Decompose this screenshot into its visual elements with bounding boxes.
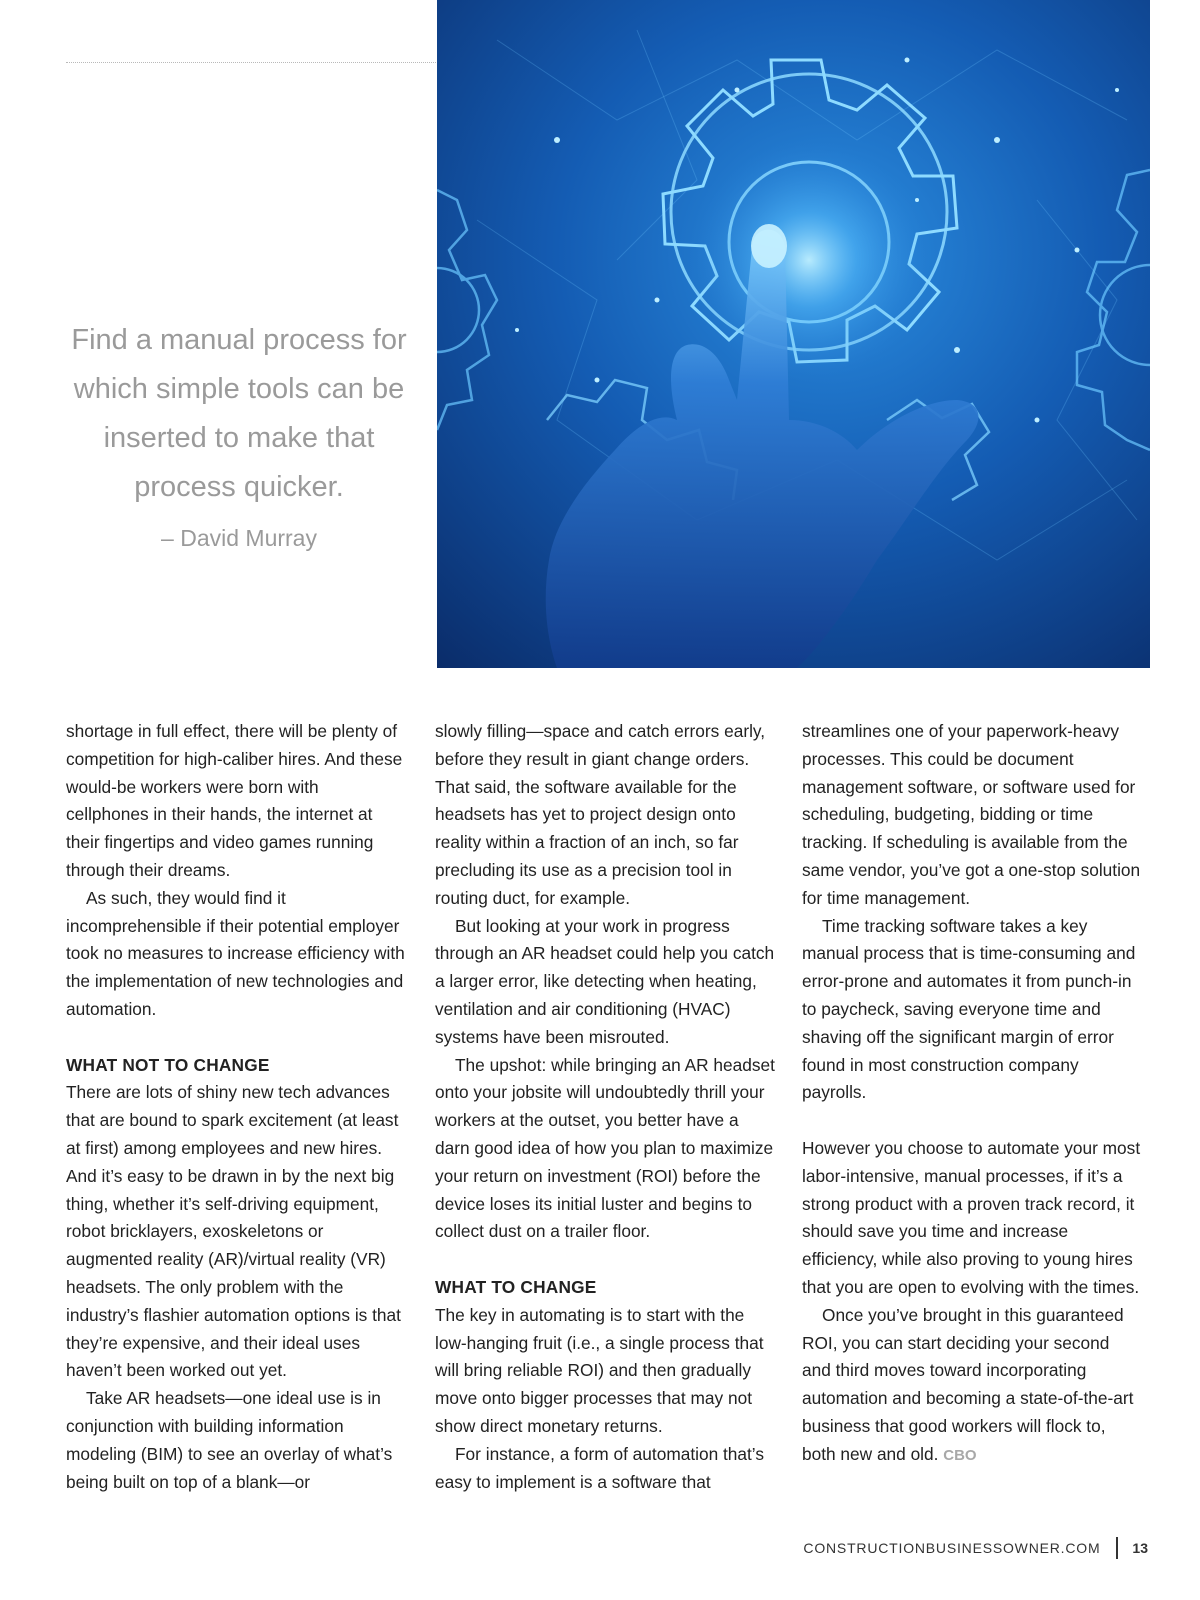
paragraph: slowly filling—space and catch errors early, before they result in giant change orders. That said, the software available for the headsets has yet to project design onto reality within a fraction of an inch, so far precluding its use as a precision tool in routing duct, for example.: [435, 721, 766, 908]
section-heading: WHAT TO CHANGE: [435, 1276, 597, 1297]
paragraph: However you choose to automate your most labor-intensive, manual processes, if it’s a strong product with a proven track record, it should save you time and increase efficiency, while also proving to young hires that you are open to evolving with the times.: [802, 1137, 1141, 1297]
paragraph: The key in automating is to start with the low-hanging fruit (i.e., a single process that will bring reliable ROI) and then gradually move onto bigger processes that may not show direct monetary returns.: [435, 1304, 764, 1436]
paragraph: The upshot: while bringing an AR headset onto your jobsite will undoubtedly thrill your workers at the outset, you better have a darn good idea of how you plan to maximize your return on investment (ROI) before the device loses its initial luster and begins to collect dust on a trailer floor.: [435, 1054, 775, 1242]
paragraph: Time tracking software takes a key manual process that is time-consuming and error-prone and automates it from punch-in to paycheck, saving everyone time and shaving off the significant margin of error found in most construction company payrolls.: [802, 915, 1136, 1103]
page-footer: [803, 1534, 1148, 1562]
paragraph-text: Once you’ve brought in this guaranteed ROI, you can start deciding your second and third moves toward incorporating automation and becoming a state-of-the-art business that good workers will flock to, both new and old.: [802, 1304, 1134, 1464]
end-mark: CBO: [943, 1446, 977, 1464]
article-column-1: [66, 718, 406, 1496]
top-dotted-rule: [66, 62, 438, 63]
footer-divider: [1116, 1537, 1118, 1559]
paragraph: But looking at your work in progress through an AR headset could help you catch a larger error, like detecting when heating, ventilation and air conditioning (HVAC) systems have been misrouted.: [435, 915, 775, 1047]
pull-quote: [66, 316, 412, 556]
footer-site: CONSTRUCTIONBUSINESSOWNER.COM: [803, 1540, 1101, 1556]
pull-quote-text: Find a manual process for which simple tools can be inserted to make that process quicker.: [71, 324, 407, 503]
article-column-2: [435, 718, 775, 1496]
paragraph: For instance, a form of automation that’s easy to implement is a software that: [435, 1443, 764, 1492]
paragraph: [802, 1302, 1142, 1470]
hand-gear-illustration: [437, 0, 1150, 668]
section-heading: WHAT NOT TO CHANGE: [66, 1054, 270, 1075]
page-number: 13: [1132, 1540, 1148, 1556]
paragraph: There are lots of shiny new tech advances that are bound to spark excitement (at least at first) among employees and new hires. And it’s easy to be drawn in by the next big thing, whether it’s self-driving equipment, robot bricklayers, exoskeletons or augmented reality (AR)/virtual reality (VR) headsets. The only problem with the industry’s flashier automation options is that they’re expensive, and their ideal uses haven’t been worked out yet.: [66, 1082, 401, 1381]
paragraph: streamlines one of your paperwork-heavy processes. This could be document management software, or software used for scheduling, budgeting, bidding or time tracking. If scheduling is available from the same vendor, you’ve got a one-stop solution for time management.: [802, 721, 1141, 908]
hero-image: [437, 0, 1150, 668]
pull-quote-author: – David Murray: [161, 525, 317, 551]
paragraph: As such, they would find it incomprehensible if their potential employer took no measures to increase efficiency with the implementation of new technologies and automation.: [66, 887, 405, 1019]
paragraph: Take AR headsets—one ideal use is in conjunction with building information modeling (BIM) to see an overlay of what’s being built on top of a blank—or: [66, 1388, 393, 1492]
paragraph: shortage in full effect, there will be plenty of competition for high-caliber hires. And these would-be workers were born with cellphones in their hands, the internet at their fingertips and video games running through their dreams.: [66, 721, 403, 880]
fingertip-glow: [689, 140, 929, 380]
article-column-3: [802, 718, 1142, 1470]
